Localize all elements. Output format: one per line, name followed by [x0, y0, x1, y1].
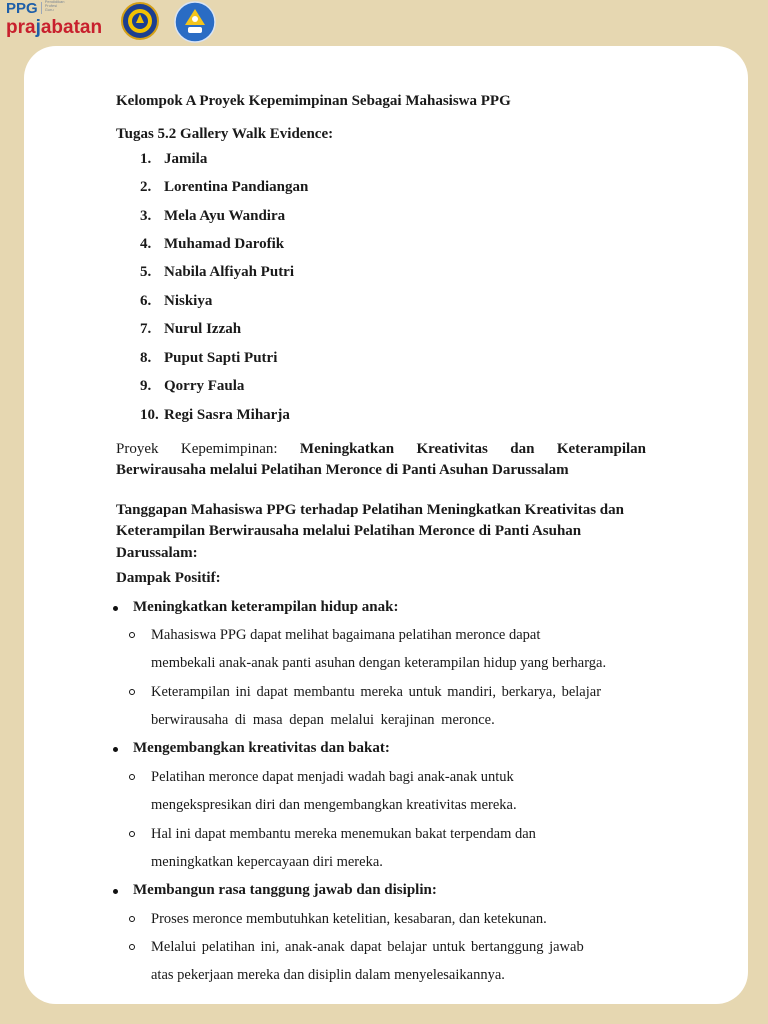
list-item: 8. Puput Sapti Putri: [140, 350, 278, 366]
project-line-2: Berwirausaha melalui Pelatihan Meronce di Panti Asuhan Darussalam: [116, 462, 569, 478]
sub-point-line: Keterampilan ini dapat membantu mereka untuk mandiri, berkarya, belajar: [151, 684, 602, 700]
circle-bullet-icon: [129, 831, 135, 837]
list-item: 5. Nabila Alfiyah Putri: [140, 264, 295, 280]
task-title: Tugas 5.2 Gallery Walk Evidence:: [116, 126, 334, 142]
sub-point-line: meningkatkan kepercayaan diri mereka.: [151, 854, 383, 870]
list-item: 4. Muhamad Darofik: [140, 236, 285, 252]
sub-point-line: berwirausaha di masa depan melalui kerajinan meronce.: [151, 712, 495, 728]
brand-ppg-text: PPG: [6, 0, 38, 17]
point-title: Mengembangkan kreativitas dan bakat:: [133, 740, 390, 756]
project-line: Proyek Kepemimpinan: Meningkatkan Kreativitas dan Keterampilan: [116, 441, 646, 457]
ministry-emblem-icon: [172, 1, 218, 48]
circle-bullet-icon: [129, 944, 135, 950]
list-item: 6. Niskiya: [140, 293, 213, 309]
ppg-prajabatan-logo: [6, 0, 102, 37]
brand-prajabatan-text: prajabatan: [6, 17, 103, 38]
list-item: 2. Lorentina Pandiangan: [140, 179, 309, 195]
response-heading-1: Tanggapan Mahasiswa PPG terhadap Pelatihan Meningkatkan Kreativitas dan: [116, 502, 624, 518]
circle-bullet-icon: [129, 774, 135, 780]
sub-point-line: membekali anak-anak panti asuhan dengan keterampilan hidup yang berharga.: [151, 655, 607, 671]
response-heading-2: Keterampilan Berwirausaha melalui Pelatihan Meronce di Panti Asuhan: [116, 523, 582, 539]
circle-bullet-icon: [129, 632, 135, 638]
sub-point-line: Hal ini dapat membantu mereka menemukan bakat terpendam dan: [151, 826, 536, 842]
document-page: [24, 46, 748, 1004]
point-title: Meningkatkan keterampilan hidup anak:: [133, 599, 399, 615]
circle-bullet-icon: [129, 689, 135, 695]
university-seal-icon: [120, 1, 160, 46]
response-heading-3: Darussalam:: [116, 545, 198, 561]
sub-point-line: Mahasiswa PPG dapat melihat bagaimana pelatihan meronce dapat: [151, 627, 541, 643]
sub-point-line: Pelatihan meronce dapat menjadi wadah bagi anak-anak untuk: [151, 769, 514, 785]
circle-bullet-icon: [129, 916, 135, 922]
list-item: 9. Qorry Faula: [140, 378, 245, 394]
brand-small-text: Pendidikan Profesi Guru: [44, 0, 65, 12]
bullet-icon: [113, 889, 118, 894]
sub-point-line: Proses meronce membutuhkan ketelitian, kesabaran, dan ketekunan.: [151, 911, 547, 927]
group-title: Kelompok A Proyek Kepemimpinan Sebagai Mahasiswa PPG: [116, 93, 511, 109]
bullet-icon: [113, 747, 118, 752]
list-item: 1. Jamila: [140, 151, 208, 167]
sub-point-line: Melalui pelatihan ini, anak-anak dapat belajar untuk bertanggung jawab: [151, 939, 584, 955]
point-title: Membangun rasa tanggung jawab dan disiplin:: [133, 882, 437, 898]
bullet-icon: [113, 606, 118, 611]
header-bar: [0, 0, 768, 46]
list-item: 3. Mela Ayu Wandira: [140, 208, 286, 224]
sub-point-line: mengekspresikan diri dan mengembangkan kreativitas mereka.: [151, 797, 517, 813]
list-item: 7. Nurul Izzah: [140, 321, 242, 337]
sub-point-line: atas pekerjaan mereka dan disiplin dalam menyelesaikannya.: [151, 967, 505, 983]
impact-heading: Dampak Positif:: [116, 570, 221, 586]
list-item: 10. Regi Sasra Miharja: [140, 407, 290, 423]
